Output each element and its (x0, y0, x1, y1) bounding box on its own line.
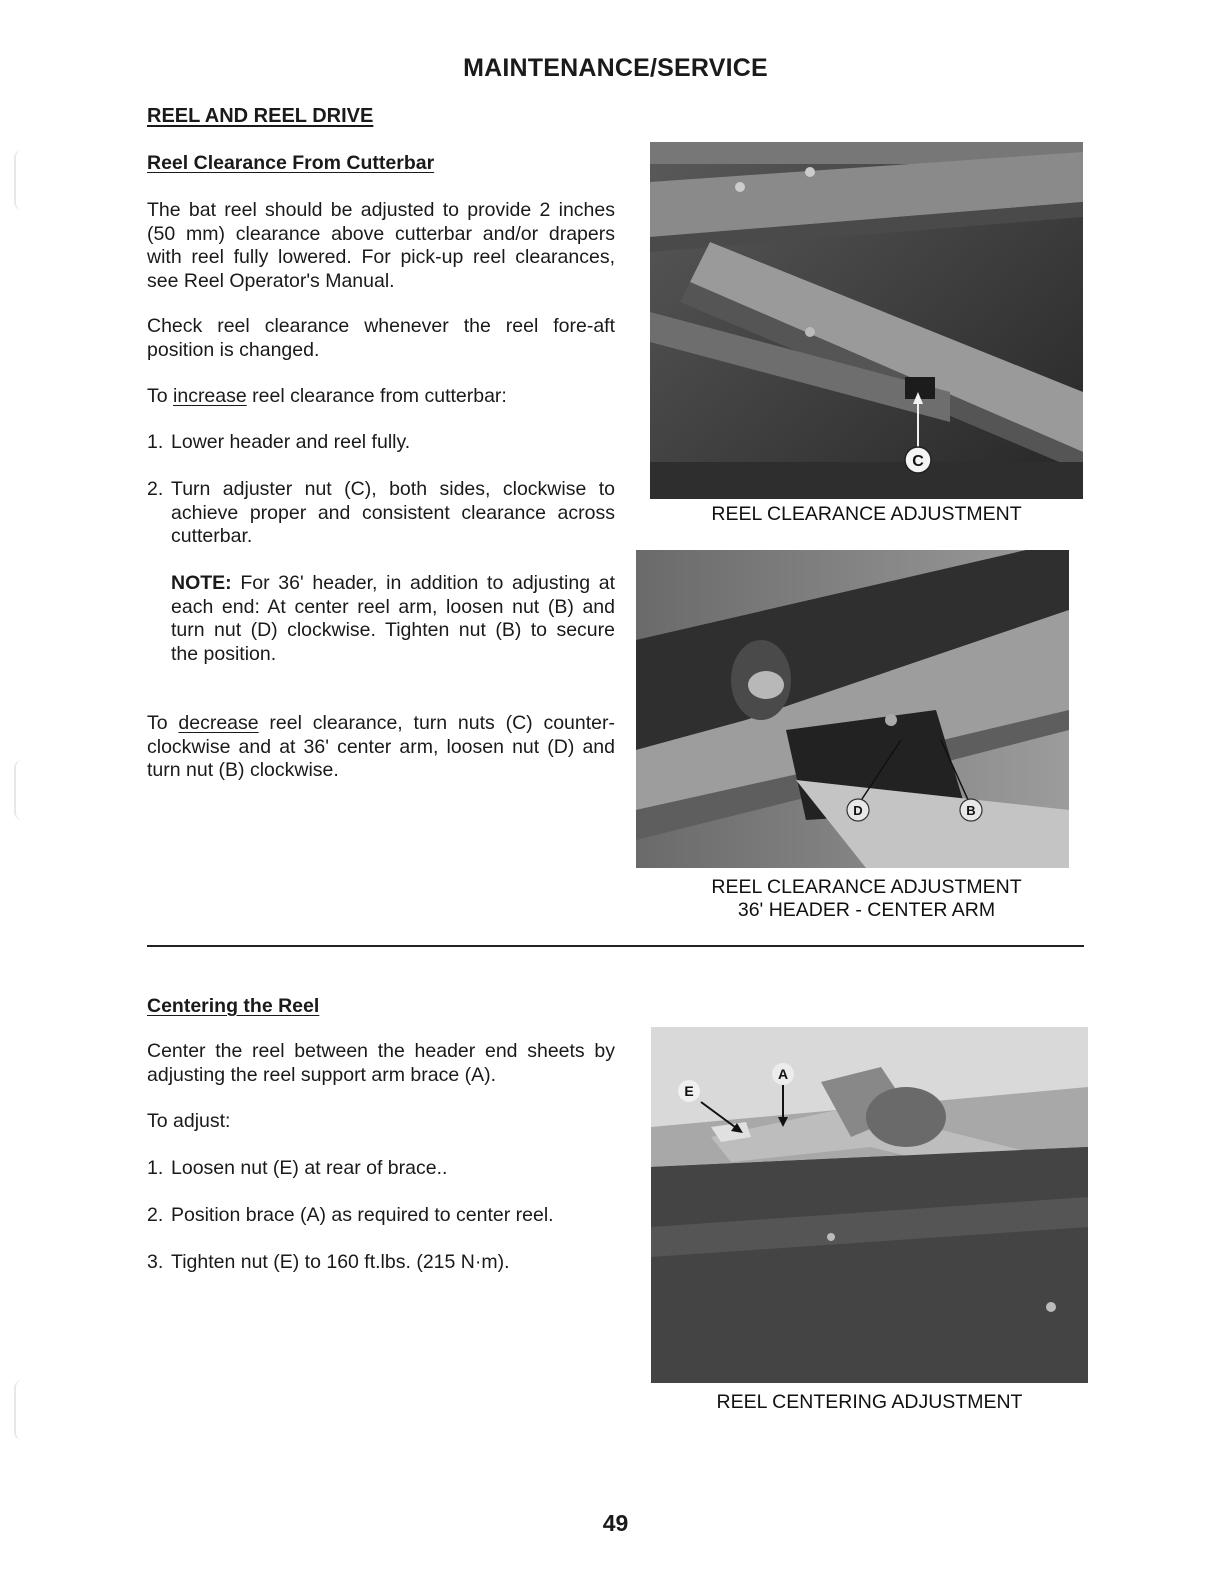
reel-clearance-paragraph-1: The bat reel should be adjusted to provide 2 inches (50 mm) clearance above cutterbar and/or drapers with reel fully lowered. For pick-up reel clearances, see Reel Operator's Manual. (147, 199, 615, 292)
centering-steps-3 (147, 1251, 615, 1275)
increase-steps (147, 431, 615, 455)
center-arm-photo (636, 550, 1069, 868)
reel-clearance-heading: Reel Clearance From Cutterbar (147, 152, 435, 174)
decrease-paragraph: To decrease reel clearance, turn nuts (C) counter-clockwise and at 36' center arm, loosen nut (D) and turn nut (B) clockwise. (147, 712, 615, 781)
list-item: 2. Turn adjuster nut (C), both sides, clockwise to achieve proper and consistent clearance across cutterbar. (147, 478, 615, 547)
adjust-label: To adjust: (147, 1110, 231, 1132)
increase-intro: To increase reel clearance from cutterbar: (147, 385, 507, 407)
fig1-caption: REEL CLEARANCE ADJUSTMENT (711, 503, 1022, 525)
centering-steps-2 (147, 1204, 615, 1228)
decrease-word: decrease (178, 712, 259, 734)
section-divider (147, 945, 1084, 947)
centering-heading: Centering the Reel (147, 995, 320, 1017)
fig2-caption-line2: 36' HEADER - CENTER ARM (737, 899, 996, 921)
list-item: 1. Loosen nut (E) at rear of brace.. (147, 1157, 448, 1179)
list-item: 2. Position brace (A) as required to center reel. (147, 1204, 554, 1226)
fig2-caption-line1: REEL CLEARANCE ADJUSTMENT (711, 876, 1022, 898)
list-item: 3. Tighten nut (E) to 160 ft.lbs. (215 N·m). (147, 1251, 510, 1273)
fig2-caption (650, 876, 1083, 922)
binder-mark (14, 760, 30, 820)
reel-clearance-photo (650, 142, 1083, 499)
callout-b-label: B (966, 803, 976, 818)
page-number: 49 (602, 1510, 629, 1536)
fig3-caption: REEL CENTERING ADJUSTMENT (716, 1391, 1023, 1413)
reel-centering-photo (651, 1027, 1088, 1383)
reel-clearance-paragraph-2: Check reel clearance whenever the reel fore-aft position is changed. (147, 315, 615, 361)
binder-mark (14, 1380, 30, 1440)
callout-e-label: E (684, 1083, 694, 1099)
centering-paragraph: Center the reel between the header end sheets by adjusting the reel support arm brace (A). (147, 1040, 615, 1086)
increase-steps-continued (147, 478, 615, 549)
note-paragraph: NOTE: For 36' header, in addition to adjusting at each end: At center reel arm, loosen nut (B) and turn nut (D) clockwise. Tighten nut (B) to secure the position. (171, 572, 615, 665)
note-label: NOTE: (171, 572, 232, 594)
increase-word: increase (173, 385, 247, 407)
binder-mark (14, 150, 30, 210)
centering-steps (147, 1157, 615, 1181)
callout-c-label: C (912, 453, 924, 470)
section-title: REEL AND REEL DRIVE (147, 105, 374, 127)
callout-a-label: A (777, 1066, 789, 1082)
page-title: MAINTENANCE/SERVICE (463, 54, 768, 82)
list-item: 1. Lower header and reel fully. (147, 431, 411, 453)
callout-d-label: D (853, 803, 863, 818)
